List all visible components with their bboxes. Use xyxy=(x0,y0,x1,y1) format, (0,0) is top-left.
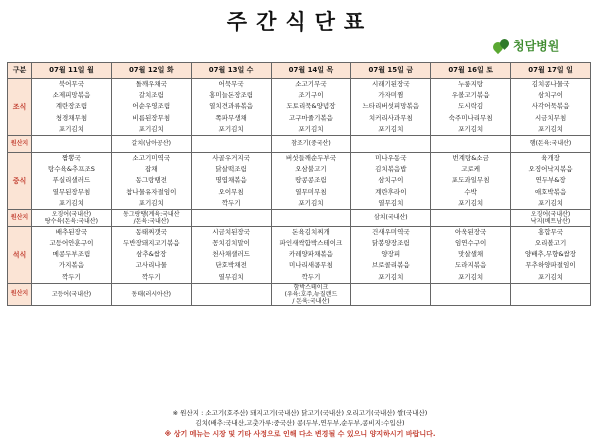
menu-item: 동태찌갯국 xyxy=(135,227,167,236)
menu-item: 느타리버섯피망볶음 xyxy=(362,102,420,111)
origin-text: 갈치(남아공산) xyxy=(131,140,171,148)
menu-item: 포기김치 xyxy=(298,198,324,207)
menu-item: 우볼고기볶음 xyxy=(451,91,490,100)
origin-cell xyxy=(191,135,271,152)
menu-item: 맛살샐채 xyxy=(458,250,484,259)
origin-cell xyxy=(271,135,351,152)
origin-cell xyxy=(431,135,511,152)
menu-item: 잡채 xyxy=(144,165,158,174)
logo-text: 청담병원 xyxy=(513,39,560,53)
menu-item: 건새우미역국 xyxy=(371,227,410,236)
origin-text: 고등어(국내산) xyxy=(51,291,92,298)
origin-text: 동그랑땡(계육:국내산 xyxy=(123,210,180,218)
menu-item: 포기김치 xyxy=(537,124,564,133)
menu-item: 포기김치 xyxy=(378,124,404,133)
menu-item: 포기김치 xyxy=(58,198,84,207)
menu-item: 삼치구이 xyxy=(378,176,404,185)
day-header: 07월 13일 수 xyxy=(191,63,271,79)
menu-item: 포기김치 xyxy=(298,124,324,133)
menu-item: 북어무국 xyxy=(58,80,84,88)
menu-item: 포기김치 xyxy=(58,124,84,133)
meal-cell xyxy=(511,152,591,209)
menu-item: 청경채무침 xyxy=(55,113,88,122)
menu-item: 꽁치김치말이 xyxy=(212,239,250,248)
menu-item: 고사리나물 xyxy=(135,261,167,270)
menu-item: 애호박볶음 xyxy=(534,187,567,196)
menu-item: 짬뽕국 xyxy=(62,153,81,162)
menu-item: 브로콜리볶음 xyxy=(371,261,410,270)
menu-item: 명엽채볶음 xyxy=(215,176,247,185)
menu-item: 임연수구이 xyxy=(454,239,487,248)
menu-item: 포기김치 xyxy=(537,198,564,207)
origin-cell xyxy=(191,283,271,306)
origin-text: /돈육:국내산) xyxy=(133,217,169,225)
menu-item: 삼추&쌈장 xyxy=(136,250,167,259)
menu-item: 포기김치 xyxy=(138,198,164,207)
change-notice: ※ 상기 메뉴는 시장 및 기타 사정으로 인해 다소 변경될 수 있으니 양지하시기 바랍니다. xyxy=(164,430,436,438)
lunch-meal-row xyxy=(8,152,591,209)
menu-item: 파인새싹함박스테이크 xyxy=(279,239,343,248)
menu-item: 김치콩나물국 xyxy=(531,80,570,88)
menu-item: 번계탕&소금 xyxy=(452,153,489,162)
origin-cell xyxy=(511,135,591,152)
menu-item: 갈치조림 xyxy=(138,91,164,100)
menu-item: 오징어낙지볶음 xyxy=(528,165,573,174)
menu-item: 고등어안훈구이 xyxy=(49,239,94,248)
menu-item: 포기김치 xyxy=(378,272,404,281)
menu-item: 오이무침 xyxy=(218,187,244,196)
origin-text: 오징어(국내산) xyxy=(51,210,92,218)
menu-item: 포기김치 xyxy=(537,272,564,281)
origin-note-2: 김치(배추:국내산,고춧가루:중국산) 콩(두부,연두부,순두부,콩비지:수입산) xyxy=(195,419,405,427)
menu-item: 삼치구이 xyxy=(537,91,564,100)
menu-item: 버섯들깨순두부국 xyxy=(285,153,337,162)
origin-cell xyxy=(271,283,351,306)
meal-cell xyxy=(351,226,431,283)
meal-cell xyxy=(271,79,351,136)
menu-item: 열무김치 xyxy=(218,272,244,281)
page-title: 주간식단표 xyxy=(226,10,374,34)
origin-label: 원산지 xyxy=(8,283,32,306)
meal-cell xyxy=(431,152,511,209)
meal-cell xyxy=(32,226,112,283)
menu-item: 어묵무국 xyxy=(218,80,244,88)
origin-cell xyxy=(191,209,271,226)
menu-item: 계란후라이 xyxy=(375,187,407,196)
menu-item: 양배추,무향&쌈장 xyxy=(524,250,577,259)
origin-cell xyxy=(32,135,112,152)
meal-cell xyxy=(351,79,431,136)
menu-item: 사골우거지국 xyxy=(212,153,250,162)
menu-item: 소고기무국 xyxy=(295,80,327,88)
menu-item: 탕수육&추프조S xyxy=(47,165,95,174)
origin-cell xyxy=(351,135,431,152)
origin-cell xyxy=(32,209,112,226)
menu-item: 동그랑땡전 xyxy=(135,176,167,185)
menu-item: 카레양파채볶음 xyxy=(288,250,333,259)
day-header: 07월 14일 목 xyxy=(271,63,351,79)
menu-item: 포도과일무침 xyxy=(451,176,490,185)
menu-item: 도시락김 xyxy=(458,102,484,111)
menu-item: 깍두기 xyxy=(62,272,81,281)
menu-item: 고로케 xyxy=(461,165,481,174)
leaf-logo-icon xyxy=(493,39,510,52)
menu-item: 돈육김치찌개 xyxy=(292,227,330,236)
meal-cell xyxy=(351,152,431,209)
meal-cell xyxy=(191,226,271,283)
header-row xyxy=(8,63,591,79)
menu-item: 열치견과류볶음 xyxy=(209,102,254,111)
dinner-label: 석식 xyxy=(8,226,32,283)
origin-text: 동태(러시아산) xyxy=(131,291,171,298)
menu-item: 깍두기 xyxy=(221,198,241,207)
category-header: 구분 xyxy=(8,63,32,79)
menu-item: 배추된장국 xyxy=(55,227,88,236)
menu-item: 가지볶음 xyxy=(58,261,84,270)
origin-text: 오징어(국내산) xyxy=(530,210,571,218)
menu-item: 미나우동국 xyxy=(375,153,407,162)
origin-note: ※ 원산지 : 소고기(호주산) 돼지고기(국내산) 닭고기(국내산) 오리고기(국내산) 쌀(국내산) xyxy=(172,409,428,417)
menu-item: 숙주미나리무침 xyxy=(448,113,493,122)
day-header: 07월 16일 토 xyxy=(431,63,511,79)
meal-cell xyxy=(431,79,511,136)
menu-item: 오리볼고기 xyxy=(534,239,567,248)
meal-cell xyxy=(191,152,271,209)
menu-item: 천사채샐러드 xyxy=(212,250,250,259)
menu-item: 미나리새콤무침 xyxy=(288,261,333,270)
menu-item: 땅콩콩조림 xyxy=(295,176,327,185)
menu-item: 홍미늘돈장조림 xyxy=(209,91,254,100)
menu-item: 계란장조림 xyxy=(55,102,88,111)
origin-cell xyxy=(351,283,431,306)
origin-text: 참조기(중국산) xyxy=(291,140,331,148)
breakfast-origin-row xyxy=(8,135,591,152)
menu-item: 시래기된장국 xyxy=(371,80,410,88)
menu-item: 포기김치 xyxy=(458,198,484,207)
menu-item: 홍합무국 xyxy=(537,227,564,236)
menu-item: 오삼불고기 xyxy=(295,165,327,174)
menu-item: 육개장 xyxy=(541,153,560,162)
menu-item: 닭봉양장조림 xyxy=(371,239,410,248)
meal-cell xyxy=(32,152,112,209)
menu-item: 포기김치 xyxy=(138,124,164,133)
day-header: 07월 12일 화 xyxy=(111,63,191,79)
meal-cell xyxy=(111,226,191,283)
meal-cell xyxy=(111,152,191,209)
origin-cell xyxy=(32,283,112,306)
day-header: 07월 17일 일 xyxy=(511,63,591,79)
menu-item: 포기김치 xyxy=(458,272,484,281)
meal-cell xyxy=(511,79,591,136)
lunch-label: 중식 xyxy=(8,152,32,209)
origin-cell xyxy=(431,209,511,226)
menu-item: 시금치무침 xyxy=(534,113,567,122)
meal-cell xyxy=(271,152,351,209)
weekly-menu-table xyxy=(7,62,591,306)
menu-item: 메콩두부조림 xyxy=(52,250,91,259)
origin-cell xyxy=(111,209,191,226)
menu-item: 사각어묵볶음 xyxy=(531,102,570,111)
origin-cell xyxy=(271,209,351,226)
origin-text: (우육:호주,뉴질랜드 xyxy=(284,291,338,298)
breakfast-label: 조식 xyxy=(8,79,32,136)
menu-item: 무추하양파절임이 xyxy=(525,261,576,270)
origin-label: 원산지 xyxy=(8,209,32,226)
meal-cell xyxy=(32,79,112,136)
hospital-logo xyxy=(493,37,559,54)
menu-item: 치커리사과무침 xyxy=(368,113,413,122)
menu-item: 가자미찜 xyxy=(378,91,404,100)
menu-item: 닭살떡조림 xyxy=(215,165,247,174)
breakfast-meal-row xyxy=(8,79,591,136)
menu-item: 열무김치 xyxy=(378,198,404,207)
menu-item: 돌깨우채국 xyxy=(135,80,167,88)
day-header: 07월 11일 월 xyxy=(32,63,112,79)
origin-cell xyxy=(111,283,191,306)
menu-item: 아욱된장국 xyxy=(454,227,487,236)
day-header: 07월 15일 금 xyxy=(351,63,431,79)
meal-cell xyxy=(191,79,271,136)
menu-item: 연두부&장 xyxy=(535,176,566,185)
origin-cell xyxy=(431,283,511,306)
menu-item: 소고기미역국 xyxy=(132,153,171,162)
menu-item: 조기구이 xyxy=(298,91,324,100)
origin-text: 함박스테이크 xyxy=(293,283,329,291)
meal-cell xyxy=(271,226,351,283)
menu-item: 열무미무침 xyxy=(295,187,327,196)
menu-item: 도토리묵&양념장 xyxy=(286,102,336,111)
origin-cell xyxy=(351,209,431,226)
menu-item: 열무된장무침 xyxy=(52,187,91,196)
dinner-origin-row xyxy=(8,283,591,306)
menu-item: 도라지볶음 xyxy=(454,261,487,270)
origin-cell xyxy=(111,135,191,152)
meal-cell xyxy=(511,226,591,283)
menu-item: 소제피망볶음 xyxy=(52,91,91,100)
origin-cell xyxy=(511,209,591,226)
origin-label: 원산지 xyxy=(8,135,32,152)
menu-item: 포기김치 xyxy=(218,124,244,133)
menu-item: 비름된장무침 xyxy=(132,113,171,122)
menu-item: 참나물유자절임이 xyxy=(126,187,177,196)
menu-item: 쪽파무생채 xyxy=(215,113,247,122)
menu-item: 수박 xyxy=(464,187,477,196)
menu-item: 푸실리샐러드 xyxy=(52,176,91,185)
menu-item: 어순우영조림 xyxy=(132,102,171,111)
menu-item: 누룽지탕 xyxy=(458,80,484,88)
origin-cell xyxy=(511,283,591,306)
menu-item: 양장피 xyxy=(381,250,401,259)
menu-item: 시금치된장국 xyxy=(212,227,250,236)
menu-item: 두반장돼지고기볶음 xyxy=(123,239,180,248)
origin-text: 햄(돈육:국내산) xyxy=(529,140,572,148)
menu-item: 김치볶음밥 xyxy=(375,165,407,174)
origin-text: 탕수육(돈육:국내산) xyxy=(44,217,98,225)
menu-item: 포기김치 xyxy=(458,124,484,133)
origin-text: / 돈육:국내산) xyxy=(292,298,330,306)
lunch-origin-row xyxy=(8,209,591,226)
origin-text: 삼치(국내산) xyxy=(373,214,408,222)
meal-cell xyxy=(431,226,511,283)
meal-cell xyxy=(111,79,191,136)
menu-item: 단호박채전 xyxy=(215,261,247,270)
origin-text: 낙지(베트남산) xyxy=(530,217,571,225)
dinner-meal-row xyxy=(8,226,591,283)
menu-item: 깍두기 xyxy=(141,272,161,281)
menu-item: 깍두기 xyxy=(301,272,321,281)
menu-item: 고구마줄기볶음 xyxy=(288,113,333,122)
